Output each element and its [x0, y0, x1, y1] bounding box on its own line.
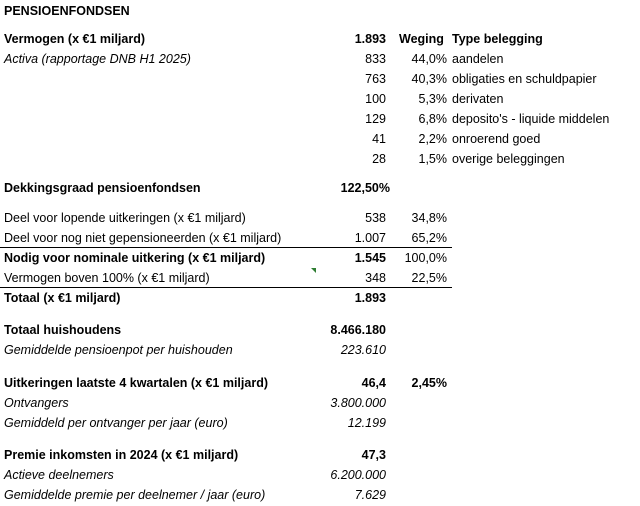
asset-type: derivaten — [452, 92, 504, 106]
asset-row — [0, 109, 640, 129]
dekking-value: 122,50% — [340, 181, 390, 195]
nietgep-row — [0, 228, 640, 248]
asset-weight: 2,2% — [418, 132, 447, 146]
nominaal-label: Nodig voor nominale uitkering (x €1 miljard) — [4, 251, 266, 265]
nietgep-value: 1.007 — [354, 231, 386, 245]
huishoudens-value: 8.466.180 — [330, 323, 386, 337]
lopend-row — [0, 208, 640, 228]
activa-subtitle: Activa (rapportage DNB H1 2025) — [4, 52, 191, 66]
premie-label: Premie inkomsten in 2024 (x €1 miljard) — [4, 448, 239, 462]
vermogen-header-row — [0, 29, 640, 49]
weging-header: Weging — [399, 32, 444, 46]
boven-row — [0, 268, 640, 288]
gem-ontvanger-row — [0, 413, 640, 433]
asset-weight: 44,0% — [411, 52, 447, 66]
pensioenpot-value: 223.610 — [340, 343, 386, 357]
asset-type: deposito's - liquide middelen — [452, 112, 610, 126]
asset-row — [0, 69, 640, 89]
boven-value: 348 — [365, 271, 386, 285]
deelnemers-label: Actieve deelnemers — [4, 468, 114, 482]
uitkeringen-value: 46,4 — [361, 376, 386, 390]
asset-weight: 5,3% — [418, 92, 447, 106]
lopend-value: 538 — [365, 211, 386, 225]
asset-type: obligaties en schuldpapier — [452, 72, 597, 86]
dekking-label: Dekkingsgraad pensioenfondsen — [4, 181, 201, 195]
asset-row — [0, 129, 640, 149]
asset-value: 129 — [365, 112, 386, 126]
ontvangers-row — [0, 393, 640, 413]
boven-label: Vermogen boven 100% (x €1 miljard) — [4, 271, 210, 285]
asset-value: 100 — [365, 92, 386, 106]
asset-value: 28 — [372, 152, 386, 166]
asset-type: overige beleggingen — [452, 152, 565, 166]
nietgep-pct: 65,2% — [411, 231, 447, 245]
type-header: Type belegging — [452, 32, 543, 46]
asset-row — [0, 89, 640, 109]
gem-premie-row — [0, 485, 640, 505]
gem-premie-value: 7.629 — [354, 488, 386, 502]
ontvangers-value: 3.800.000 — [330, 396, 386, 410]
asset-value: 833 — [365, 52, 386, 66]
asset-row — [0, 149, 640, 169]
asset-value: 41 — [372, 132, 386, 146]
dekking-row — [0, 178, 640, 198]
uitkeringen-row — [0, 373, 640, 393]
vermogen-label: Vermogen (x €1 miljard) — [4, 32, 146, 46]
asset-weight: 6,8% — [418, 112, 447, 126]
lopend-label: Deel voor lopende uitkeringen (x €1 miljard) — [4, 211, 246, 225]
asset-type: aandelen — [452, 52, 504, 66]
asset-value: 763 — [365, 72, 386, 86]
totaal-label: Totaal (x €1 miljard) — [4, 291, 121, 305]
nominaal-pct: 100,0% — [404, 251, 447, 265]
activa-row — [0, 49, 640, 69]
nominaal-value: 1.545 — [354, 251, 386, 265]
page-title: PENSIOENFONDSEN — [4, 4, 130, 18]
nietgep-label: Deel voor nog niet gepensioneerden (x €1 miljard) — [4, 231, 282, 245]
asset-weight: 1,5% — [418, 152, 447, 166]
gem-premie-label: Gemiddelde premie per deelnemer / jaar (euro) — [4, 488, 266, 502]
deelnemers-value: 6.200.000 — [330, 468, 386, 482]
vermogen-value: 1.893 — [354, 32, 386, 46]
lopend-pct: 34,8% — [411, 211, 447, 225]
boven-pct: 22,5% — [411, 271, 447, 285]
deelnemers-row — [0, 465, 640, 485]
nominaal-row — [0, 248, 640, 268]
totaal-value: 1.893 — [354, 291, 386, 305]
title-row — [0, 1, 640, 21]
asset-type: onroerend goed — [452, 132, 541, 146]
huishoudens-row — [0, 320, 640, 340]
asset-weight: 40,3% — [411, 72, 447, 86]
premie-row — [0, 445, 640, 465]
uitkeringen-pct: 2,45% — [411, 376, 447, 390]
uitkeringen-label: Uitkeringen laatste 4 kwartalen (x €1 miljard) — [4, 376, 268, 390]
pensioenpot-row — [0, 340, 640, 360]
huishoudens-label: Totaal huishoudens — [4, 323, 122, 337]
pensioenpot-label: Gemiddelde pensioenpot per huishouden — [4, 343, 233, 357]
premie-value: 47,3 — [361, 448, 386, 462]
totaal-row — [0, 288, 640, 308]
ontvangers-label: Ontvangers — [4, 396, 69, 410]
gem-ontvanger-label: Gemiddeld per ontvanger per jaar (euro) — [4, 416, 228, 430]
gem-ontvanger-value: 12.199 — [347, 416, 386, 430]
